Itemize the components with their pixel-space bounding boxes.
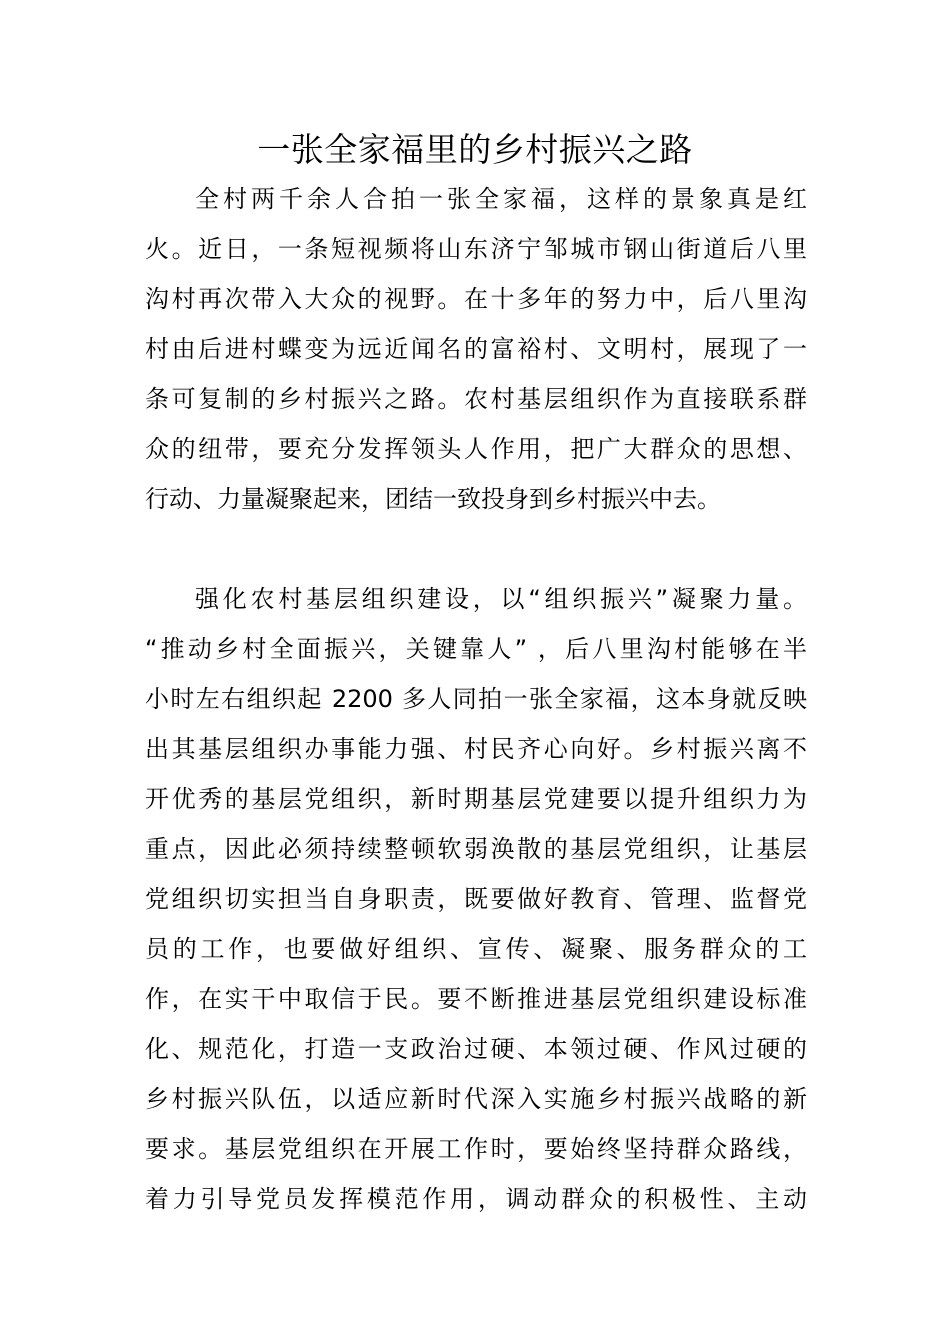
text-line: 开优秀的基层党组织，新时期基层党建要以提升组织力为 [145, 785, 807, 813]
text-line: 乡村振兴队伍，以适应新时代深入实施乡村振兴战略的新 [145, 1085, 807, 1113]
text-line: 全村两千余人合拍一张全家福，这样的景象真是红 [195, 185, 807, 213]
text-line: 火。近日，一条短视频将山东济宁邹城市钢山街道后八里 [145, 235, 807, 263]
text-line: 党组织切实担当自身职责，既要做好教育、管理、监督党 [145, 885, 807, 913]
text-line: 行动、力量凝聚起来，团结一致投身到乡村振兴中去。 [145, 485, 721, 513]
text-line: 村由后进村蝶变为远近闻名的富裕村、文明村，展现了一 [145, 335, 807, 363]
text-line: 众的纽带，要充分发挥领头人作用，把广大群众的思想、 [145, 435, 807, 463]
text-line: 小时左右组织起 2200 多人同拍一张全家福，这本身就反映 [145, 685, 807, 713]
text-line: 化、规范化，打造一支政治过硬、本领过硬、作风过硬的 [145, 1035, 807, 1063]
text-line: 沟村再次带入大众的视野。在十多年的努力中，后八里沟 [145, 285, 807, 313]
text-line: “推动乡村全面振兴，关键靠人” ，后八里沟村能够在半 [145, 635, 807, 663]
text-line: 要求。基层党组织在开展工作时，要始终坚持群众路线， [145, 1135, 807, 1163]
text-line: 着力引导党员发挥模范作用，调动群众的积极性、主动 [145, 1185, 807, 1213]
text-line: 重点，因此必须持续整顿软弱涣散的基层党组织，让基层 [145, 835, 807, 863]
text-line: 作，在实干中取信于民。要不断推进基层党组织建设标准 [145, 985, 807, 1013]
text-line: 出其基层组织办事能力强、村民齐心向好。乡村振兴离不 [145, 735, 807, 763]
text-line: 强化农村基层组织建设，以“组织振兴”凝聚力量。 [195, 585, 807, 613]
text-line: 员的工作，也要做好组织、宣传、凝聚、服务群众的工 [145, 935, 807, 963]
text-line: 条可复制的乡村振兴之路。农村基层组织作为直接联系群 [145, 385, 807, 413]
document-title: 一张全家福里的乡村振兴之路 [257, 130, 693, 169]
